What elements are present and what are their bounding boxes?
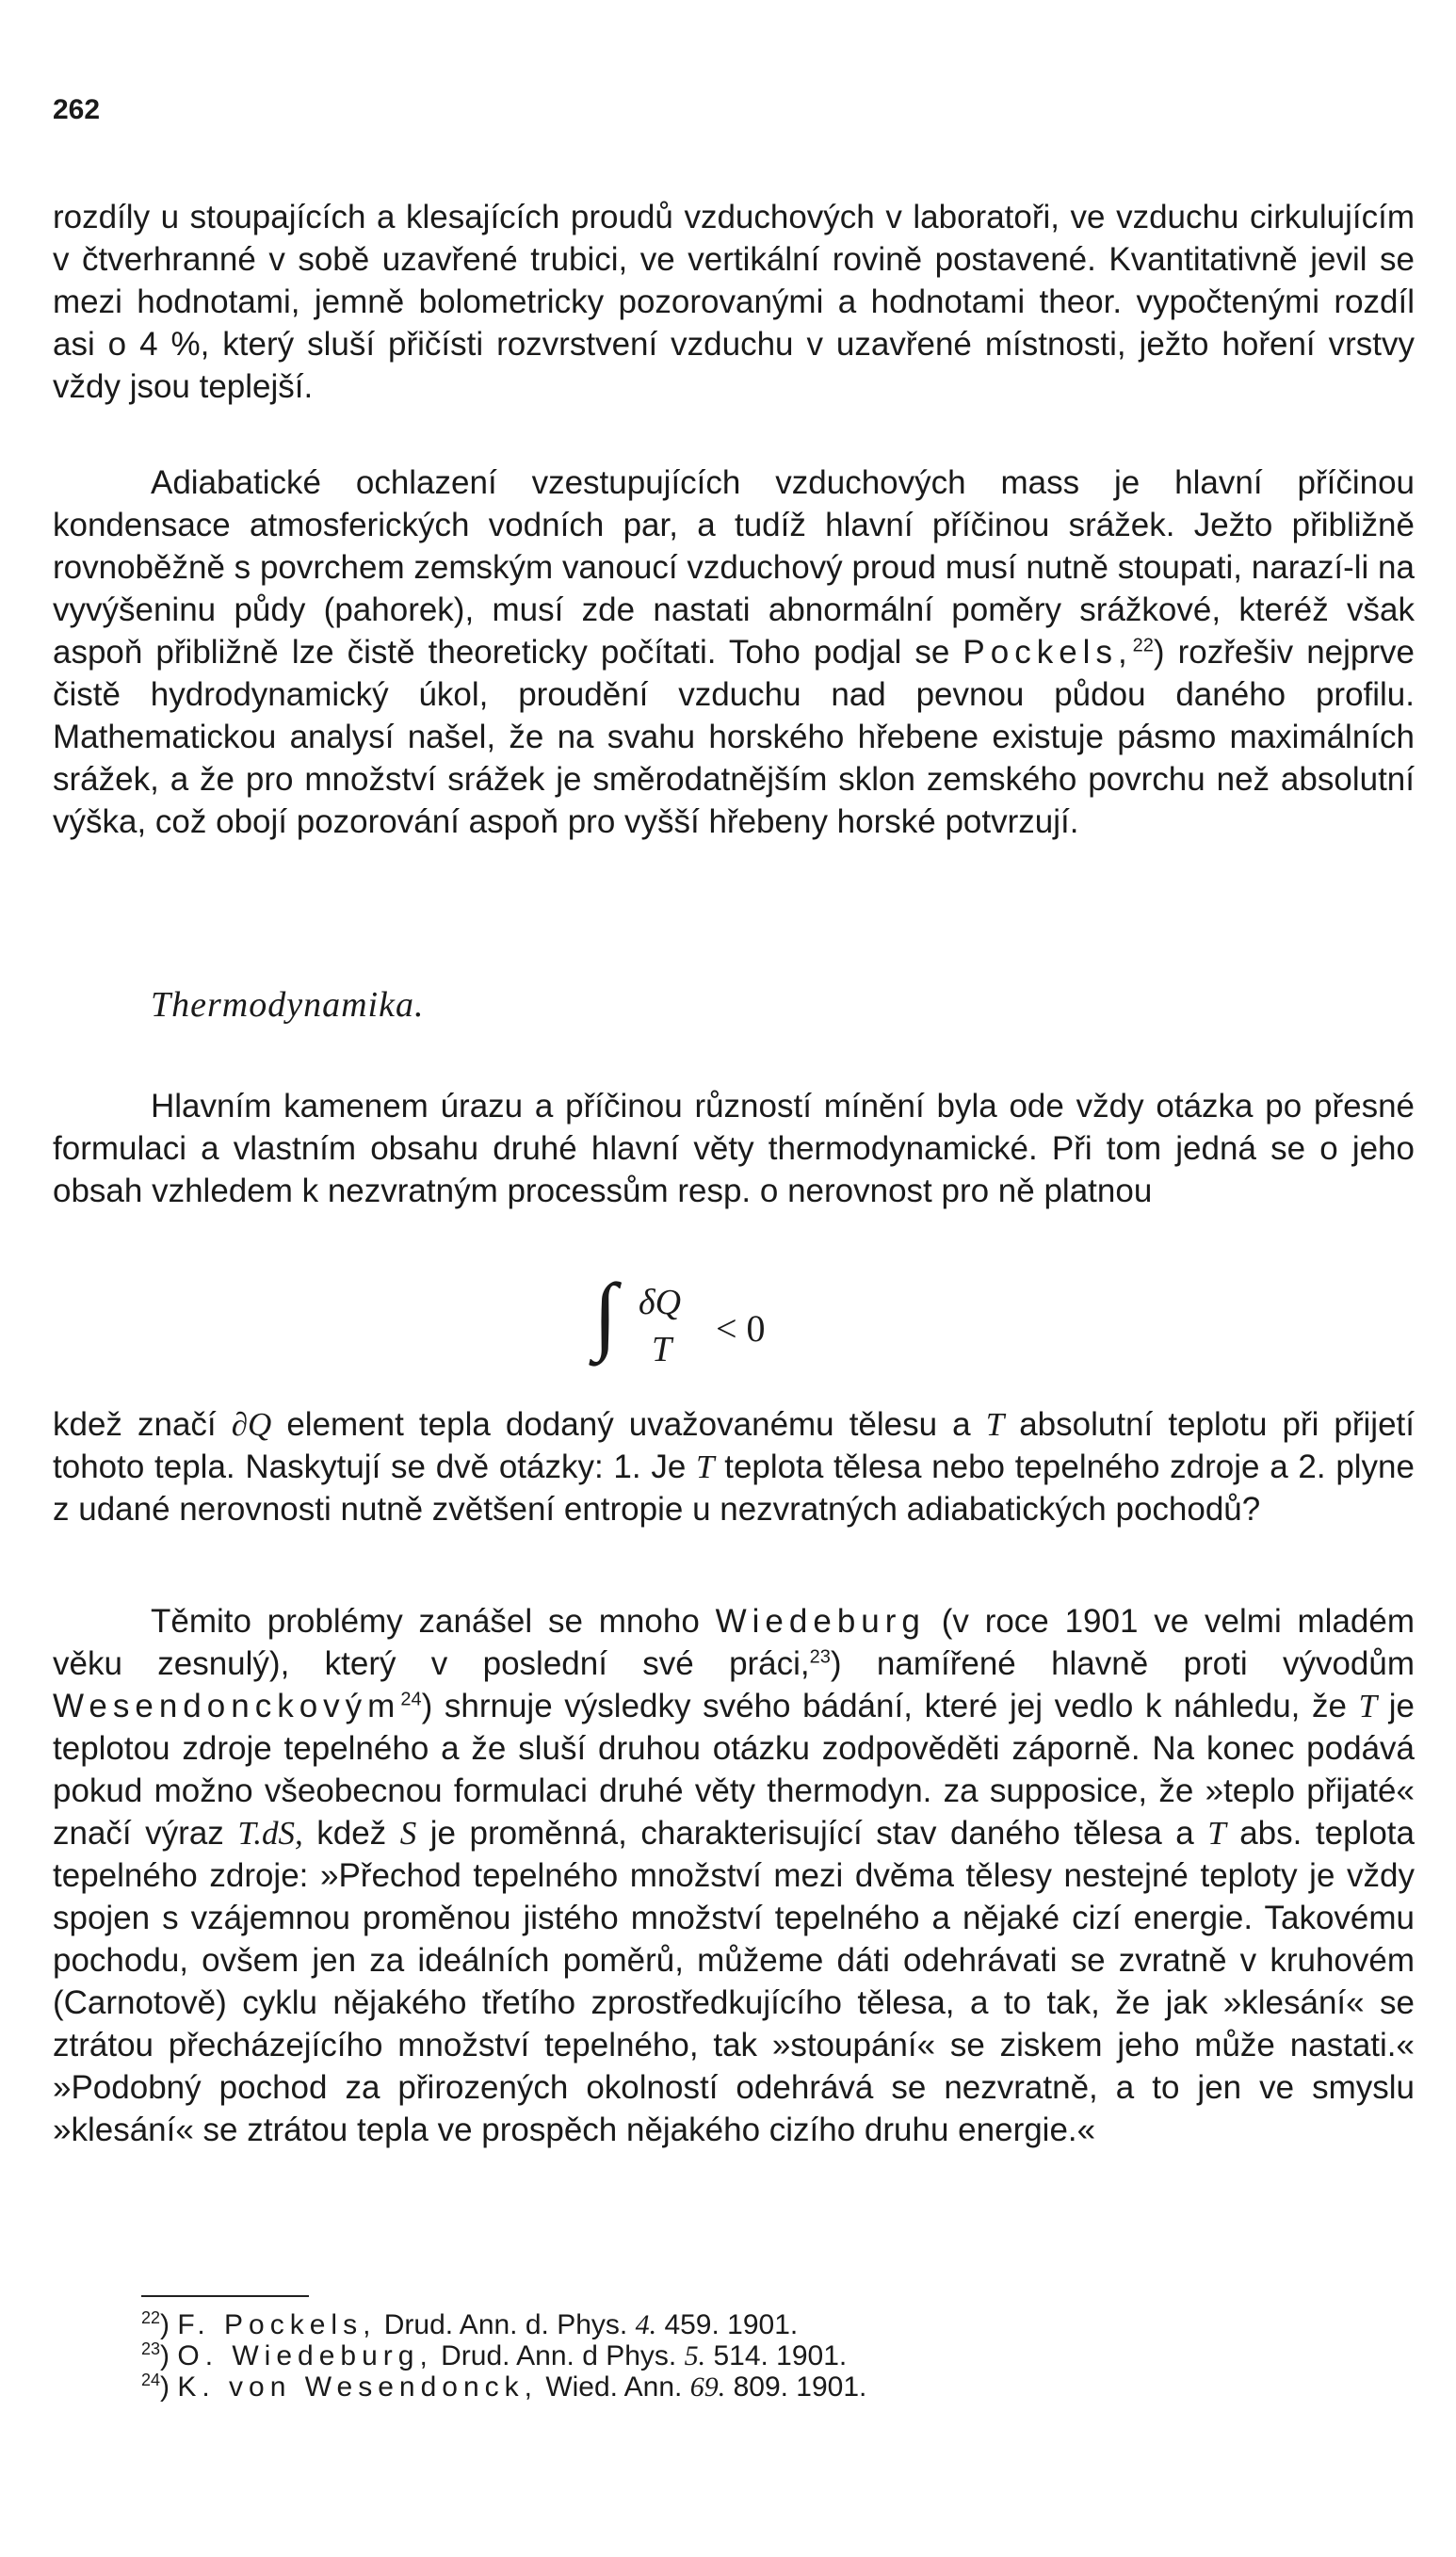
- author-name-wesendonck: Wesendonckovým: [53, 1688, 401, 1724]
- paragraph-4-part-b: element tepla dodaný uvažovanému tělesu a: [286, 1406, 971, 1443]
- paragraph-3: [53, 1085, 1415, 1212]
- section-title: Thermodynamika.: [151, 985, 425, 1025]
- paragraph-1: [53, 196, 1415, 408]
- footnote: $^{23}$) O. Wiedeburg, Drud. Ann. d Phys. 5. 514. 1901.: [141, 2339, 848, 2371]
- paragraph-5-part-c: ) namířené hlavně proti vývodům: [830, 1645, 1415, 1682]
- paragraph-4-text: [53, 1403, 1415, 1530]
- formula-relation: < 0: [716, 1307, 766, 1350]
- footnote-author: K. von Wesendonck,: [177, 2371, 538, 2403]
- footnote-author: O. Wiedeburg,: [177, 2340, 433, 2371]
- paragraph-2: [53, 461, 1415, 843]
- footnote-mark: 22: [141, 2308, 161, 2327]
- footnote-volume: 4.: [635, 2309, 657, 2340]
- paragraph-2-text: [53, 461, 1415, 843]
- formula-denominator: T: [652, 1330, 672, 1369]
- paragraph-5-part-e: je teplotou zdroje tepelného a že sluší druhou otázku zodpověděti záporně. Na konec podává pokud možno všeobecnou formulaci druhé věty thermodyn. za supposice, že »teplo přijaté« značí výraz: [53, 1688, 1415, 1852]
- paragraph-5-part-d: ) shrnuje výsledky svého bádání, které jej vedlo k náhledu, že: [421, 1688, 1347, 1724]
- integral-sign: ∫: [593, 1266, 618, 1362]
- symbol-t: T: [1207, 1815, 1226, 1852]
- footnote-pages: 459. 1901.: [664, 2309, 799, 2340]
- author-name-pockels: Pockels,: [963, 634, 1133, 671]
- symbol-t: T: [1358, 1688, 1378, 1724]
- footnote-mark: 24: [141, 2371, 161, 2389]
- footnote-citation: Wied. Ann.: [545, 2371, 683, 2403]
- paragraph-5: [53, 1600, 1415, 2151]
- footnote-ref-23: 23: [809, 1646, 831, 1668]
- paragraph-5-part-h: abs. teplota tepelného zdroje: »Přechod tepelného množství mezi dvěma tělesy nestejné teploty je vždy spojen s vzájemnou proměnou jistého množství tepelného a nějaké cizí energie. Takovému pochodu, ovšem jen za ideálních poměrů, můžeme dáti odehrávati se zvratně v kruhovém (Carnotově) cyklu nějakého třetího zprostředkujícího tělesa, a to tak, že jak »klesání« se ztrátou přecházejícího množství tepelného, tak »stoupání« se ziskem jeho může nastati.« »Podobný pochod za přirozených okolností odehrává se nezvratně, a to jen ve smyslu »klesání« se ztrátou tepla ve prospěch nějakého cizího druhu energie.«: [53, 1815, 1415, 2148]
- footnote-citation: Drud. Ann. d. Phys.: [383, 2309, 628, 2340]
- symbol-t: T: [696, 1448, 715, 1485]
- symbol-s: S: [399, 1815, 417, 1852]
- footnote-divider: [141, 2295, 309, 2297]
- paragraph-4: [53, 1403, 1415, 1530]
- paragraph-4-part-c: absolutní teplotu při přijetí tohoto tepla. Naskytují se dvě otázky: 1. Je: [53, 1406, 1415, 1485]
- page-number: 262: [53, 94, 101, 125]
- paragraph-5-text: [53, 1600, 1415, 2151]
- footnotes: [141, 2309, 1366, 2403]
- paragraph-1-text: rozdíly u stoupajících a klesajících proudů vzduchových v laboratoři, ve vzduchu cirkulujícím v čtverhranné v sobě uzavřené trubici, ve vertikální rovině postavené. Kvantitativně jevil se mezi hodnotami, jemně bolometricky pozorovanými a hodnotami theor. vypočtenými rozdíl asi o 4 %, který sluší přičísti rozvrstvení vzduchu v uzavřené místnosti, ježto hoření vrstvy vždy jsou teplejší.: [53, 199, 1415, 405]
- footnote-volume: 69.: [689, 2371, 726, 2403]
- footnote-author: F. Pockels,: [177, 2309, 377, 2340]
- symbol-dq: ∂Q: [231, 1406, 272, 1443]
- footnote-ref-22: 22: [1132, 635, 1154, 656]
- footnote-mark: 23: [141, 2339, 161, 2358]
- paragraph-5-part-a: Těmito problémy zanášel se mnoho: [151, 1603, 700, 1640]
- paragraph-2-part-a: Adiabatické ochlazení vzestupujících vzduchových mass je hlavní příčinou kondensace atmosferických vodních par, a tudíž hlavní příčinou srážek. Ježto přibližně rovnoběžně s povrchem zemským vanoucí vzduchový proud musí nutně stoupati, narazí-li na vyvýšeninu půdy (pahorek), musí zde nastati abnormální poměry srážkové, kteréž však aspoň přibližně lze čistě theoreticky počítati. Toho podjal se: [53, 464, 1415, 671]
- paragraph-4-part-a: kdež značí: [53, 1406, 217, 1443]
- paragraph-2-part-b: ) rozřešiv nejprve čistě hydrodynamický úkol, proudění vzduchu nad pevnou půdou daného profilu. Mathematickou analysí našel, že na svahu horského hřebene existuje pásmo maximálních srážek, a že pro množství srážek je směrodatnějším sklon zemského povrchu než absolutní výška, což obojí pozorování aspoň pro vyšší hřebeny horské potvrzují.: [53, 634, 1415, 840]
- paragraph-5-part-f: kdež: [316, 1815, 387, 1852]
- inequality-formula: [593, 1266, 838, 1380]
- footnote-volume: 5.: [684, 2340, 706, 2371]
- footnote-ref-24: 24: [400, 1689, 422, 1710]
- footnote-pages: 514. 1901.: [713, 2340, 848, 2371]
- symbol-tds: T.dS,: [237, 1815, 303, 1852]
- footnote-pages: 809. 1901.: [733, 2371, 867, 2403]
- footnote: $^{24}$) K. von Wesendonck, Wied. Ann. 69. 809. 1901.: [141, 2371, 867, 2403]
- paragraph-4-part-d: teplota tělesa nebo tepelného zdroje a 2. plyne z udané nerovnosti nutně zvětšení entropie u nezvratných adiabatických pochodů?: [53, 1448, 1415, 1528]
- author-name-wiedeburg: Wiedeburg: [715, 1603, 926, 1640]
- symbol-t: T: [985, 1406, 1005, 1443]
- formula-numerator: δQ: [639, 1283, 682, 1322]
- paragraph-5-part-g: je proměnná, charakterisující stav daného tělesa a: [429, 1815, 1194, 1852]
- footnote-citation: Drud. Ann. d Phys.: [441, 2340, 677, 2371]
- paragraph-3-text: Hlavním kamenem úrazu a příčinou růzností mínění byla ode vždy otázka po přesné formulaci a vlastním obsahu druhé hlavní věty thermodynamické. Při tom jedná se o jeho obsah vzhledem k nezvratným processům resp. o nerovnost pro ně platnou: [53, 1088, 1415, 1209]
- footnote: $^{22}$) F. Pockels, Drud. Ann. d. Phys. 4. 459. 1901.: [141, 2308, 799, 2340]
- paragraph-5-part-b: (v roce 1901 ve velmi mladém věku zesnulý), který v poslední své práci,: [53, 1603, 1416, 1682]
